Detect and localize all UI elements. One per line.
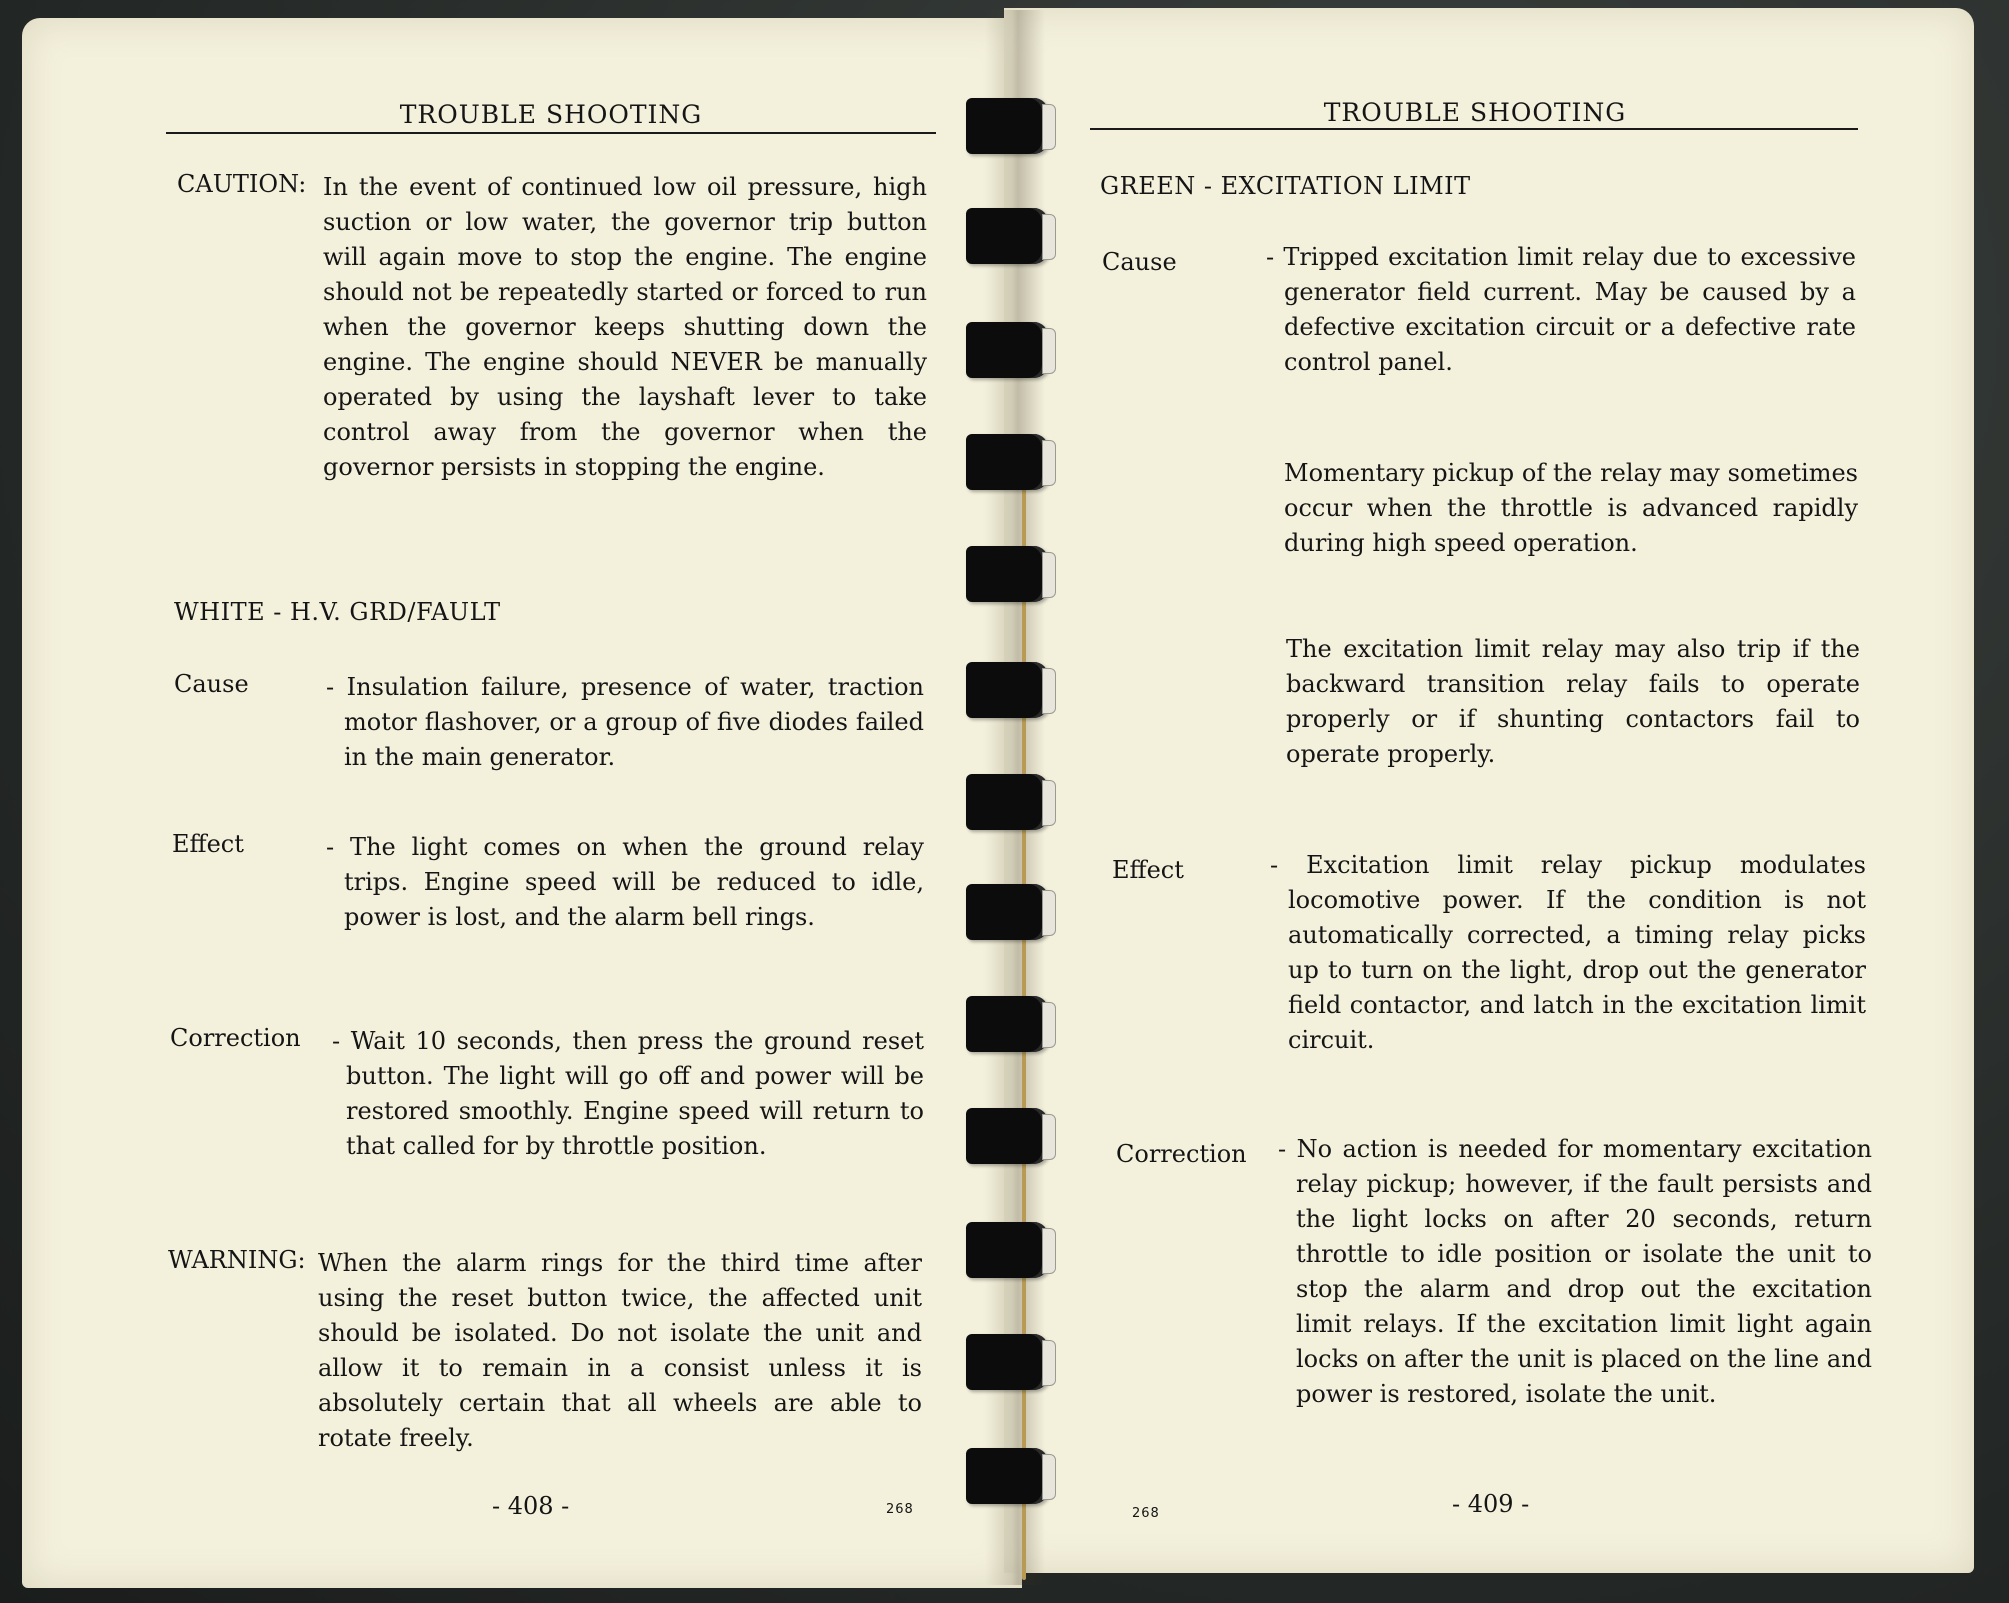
header-rule (1090, 128, 1858, 130)
binding-ring (966, 322, 1048, 378)
effect-label: Effect (172, 830, 244, 858)
correction-label: Correction (1116, 1140, 1247, 1168)
header-rule (166, 132, 936, 134)
warning-label: WARNING: (168, 1246, 306, 1274)
correction-label: Correction (170, 1024, 301, 1052)
effect-text: - The light comes on when the ground relay trips. Engine speed will be reduced to idle, power is lost, and the alarm bell rings. (326, 833, 924, 931)
cause-note-backward-transition: The excitation limit relay may also trip if the backward transition relay fails to operate properly or if shunting contactors fail to operate properly. (1286, 635, 1860, 768)
binding-ring (966, 774, 1048, 830)
cause-label: Cause (174, 670, 249, 698)
binding-ring (966, 884, 1048, 940)
binding-ring (966, 662, 1048, 718)
section-title: GREEN - EXCITATION LIMIT (1100, 172, 1471, 200)
small-page-code: 268 (886, 1502, 914, 1517)
binding-ring (966, 1334, 1048, 1390)
running-head: TROUBLE SHOOTING (1323, 98, 1627, 127)
binding-ring (966, 1448, 1048, 1504)
correction-text: - Wait 10 seconds, then press the ground reset button. The light will go off and power will be restored smoothly. Engine speed will return to that called for by throttle position. (332, 1027, 924, 1160)
binding-ring (966, 996, 1048, 1052)
running-head: TROUBLE SHOOTING (399, 100, 703, 129)
binding-ring (966, 208, 1048, 264)
page-number: - 409 - (1452, 1490, 1530, 1518)
cause-text: - Insulation failure, presence of water, traction motor flashover, or a group of five diodes failed in the main generator. (326, 673, 924, 771)
binding-ring (966, 1222, 1048, 1278)
cause-label: Cause (1102, 248, 1177, 276)
small-page-code: 268 (1132, 1506, 1160, 1521)
warning-text: When the alarm rings for the third time after using the reset button twice, the affected unit should be isolated. Do not isolate the unit and allow it to remain in a consist unless it is absolutely certain that all wheels are able to rotate freely. (318, 1249, 922, 1452)
caution-text: In the event of continued low oil pressure, high suction or low water, the governor trip button will again move to stop the engine. The engine should not be repeatedly started or forced to run when the governor keeps shutting down the engine. The engine should NEVER be manually operated by using the layshaft lever to take control away from the governor when the governor persists in stopping the engine. (323, 173, 927, 481)
caution-label: CAUTION: (177, 170, 307, 198)
binding-ring (966, 98, 1048, 154)
binding-ring (966, 1108, 1048, 1164)
binding-ring (966, 546, 1048, 602)
correction-text: - No action is needed for momentary excitation relay pickup; however, if the fault persists and the light locks on after 20 seconds, return throttle to idle position or isolate the unit to stop the alarm and drop out the excitation limit relays. If the excitation limit light again locks on after the unit is placed on the line and power is restored, isolate the unit. (1278, 1135, 1872, 1408)
cause-text: - Tripped excitation limit relay due to excessive generator field current. May be caused by a defective excitation circuit or a defective rate control panel. (1266, 243, 1856, 376)
effect-label: Effect (1112, 856, 1184, 884)
page-number: - 408 - (492, 1492, 570, 1520)
effect-text: - Excitation limit relay pickup modulates locomotive power. If the condition is not automatically corrected, a timing relay picks up to turn on the light, drop out the generator field contactor, and latch in the excitation limit circuit. (1270, 851, 1866, 1054)
section-title: WHITE - H.V. GRD/FAULT (174, 598, 501, 626)
cause-note-momentary: Momentary pickup of the relay may sometimes occur when the throttle is advanced rapidly during high speed operation. (1284, 459, 1858, 557)
binding-ring (966, 434, 1048, 490)
